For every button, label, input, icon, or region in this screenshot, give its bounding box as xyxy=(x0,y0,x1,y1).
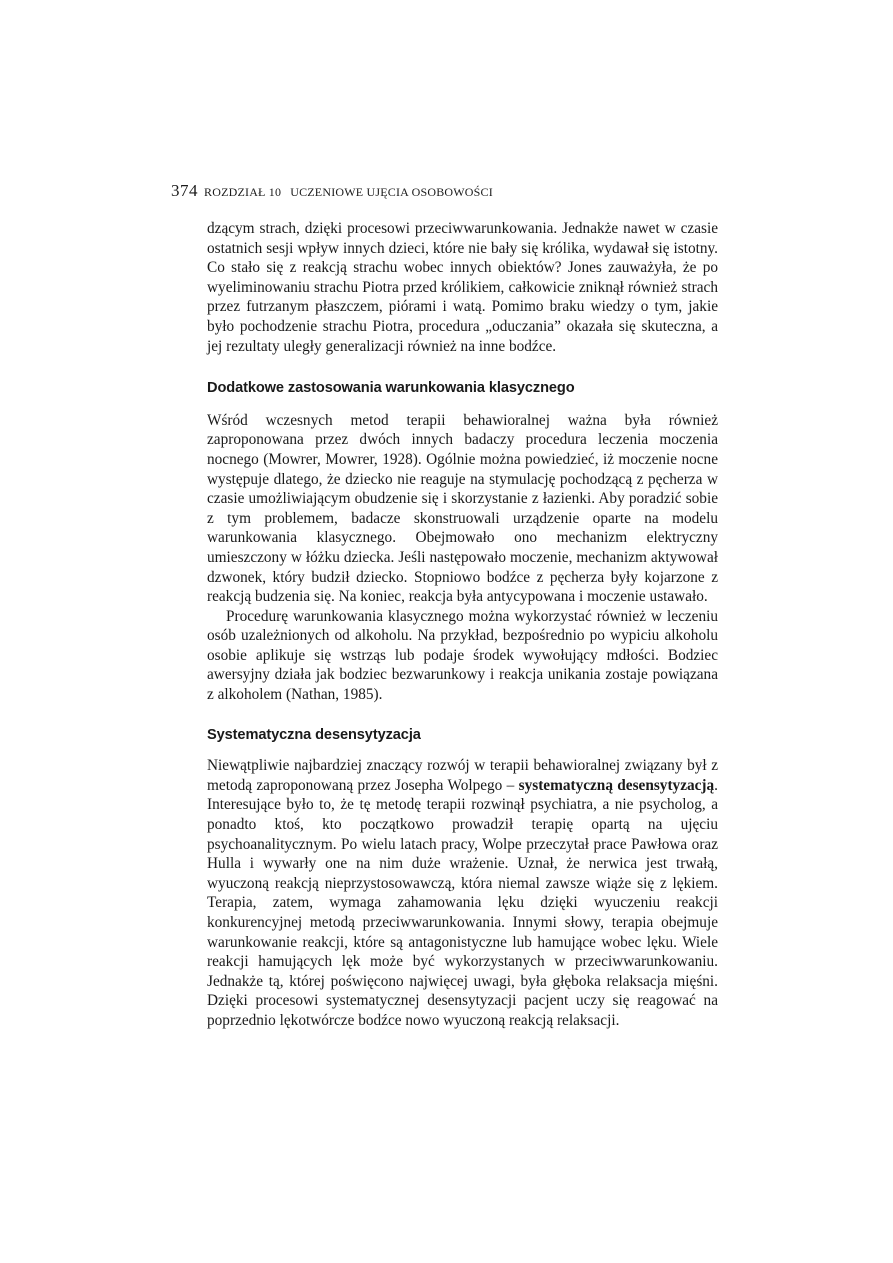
running-head xyxy=(171,181,731,201)
key-term: systematyczną desensytyzacją xyxy=(518,776,715,794)
section-heading-classical-conditioning: Dodatkowe zastosowania warunkowania klasycznego xyxy=(207,380,575,397)
paragraph-desensitization-intro: Niewątpliwie najbardziej znaczący rozwój w terapii behawioralnej związany był z metodą zaproponowaną przez Josepha Wolpego – xyxy=(207,757,718,794)
paragraph-alcohol: Procedurę warunkowania klasycznego można wykorzystać również w leczeniu osób uzależnionych od alkoholu. Na przykład, bezpośrednio po wypiciu alkoholu osobie aplikuje się wstrząs lub podaje środek wywołujący mdłości. Bodziec awersyjny działa jak bodziec bezwarunkowy i reakcja unikania zostaje powiązana z alkoholem (Nathan, 1985). xyxy=(207,607,718,704)
paragraph-desensitization-body: . Interesujące było to, że tę metodę terapii rozwinął psychiatra, a nie psycholog, a ponadto ktoś, kto początkowo prowadził terapię opartą na ujęciu psychoanalitycznym. Po wielu latach pracy, Wolpe przeczytał prace Pawłowa oraz Hulla i wywarły one na nim duże wrażenie. Uznał, że nerwica jest trwałą, wyuczoną reakcją nieprzystosowawczą, która niemal zawsze wiąże się z lękiem. Terapia, zatem, wymaga zahamowania lęku dzięki wyuczeniu reakcji konkurencyjnej metodą przeciwwarunkowania. Innymi słowy, terapia obejmuje warunkowanie reakcji, które są antagonistyczne lub hamujące wobec lęku. Wiele reakcji hamujących lęk może być wykorzystanych w przeciwwarunkowaniu. Jednakże tą, której poświęcono najwięcej uwagi, była głęboka relaksacja mięśni. Dzięki procesowi systematycznej desensytyzacji pacjent uczy się reagować na poprzednio lękotwórcze bodźce nowo wyuczoną reakcją relaksacji. xyxy=(207,776,718,1029)
body-text xyxy=(207,219,718,1031)
chapter-title: UCZENIOWE UJĘCIA OSOBOWOŚCI xyxy=(290,185,493,199)
paragraph-desensitization xyxy=(207,756,718,1030)
chapter-label: ROZDZIAŁ 10 xyxy=(204,185,282,199)
page-number: 374 xyxy=(171,181,198,200)
paragraph-bedwetting: Wśród wczesnych metod terapii behawioralnej ważna była również zaproponowana przez dwóch innych badaczy procedura leczenia moczenia nocnego (Mowrer, Mowrer, 1928). Ogólnie można powiedzieć, iż moczenie nocne występuje dlatego, że dziecko nie reaguje na stymulację pochodzącą z pęcherza w czasie umożliwiającym obudzenie się i skorzystanie z łazienki. Aby poradzić sobie z tym problemem, badacze skonstruowali urządzenie oparte na modelu warunkowania klasycznego. Obejmowało ono mechanizm elektryczny umieszczony w łóżku dziecka. Jeśli następowało moczenie, mechanizm aktywował dzwonek, który budził dziecko. Stopniowo bodźce z pęcherza były kojarzone z reakcją budzenia się. Na koniec, reakcja była antycypowana i moczenie ustawało. xyxy=(207,411,718,606)
paragraph-continuation: dzącym strach, dzięki procesowi przeciwwarunkowania. Jednakże nawet w czasie ostatnich sesji wpływ innych dzieci, które nie bały się królika, wydawał się istotny. Co stało się z reakcją strachu wobec innych obiektów? Jones zauważyła, że po wyeliminowaniu strachu Piotra przed królikiem, całkowicie zniknął również strach przez futrzanym płaszczem, piórami i watą. Pomimo braku wiedzy o tym, jakie było pochodzenie strachu Piotra, procedura „oduczania” okazała się skuteczna, a jej rezultaty uległy generalizacji również na inne bodźce. xyxy=(207,220,718,355)
section-heading-systematic-desensitization: Systematyczna desensytyzacja xyxy=(207,726,421,743)
